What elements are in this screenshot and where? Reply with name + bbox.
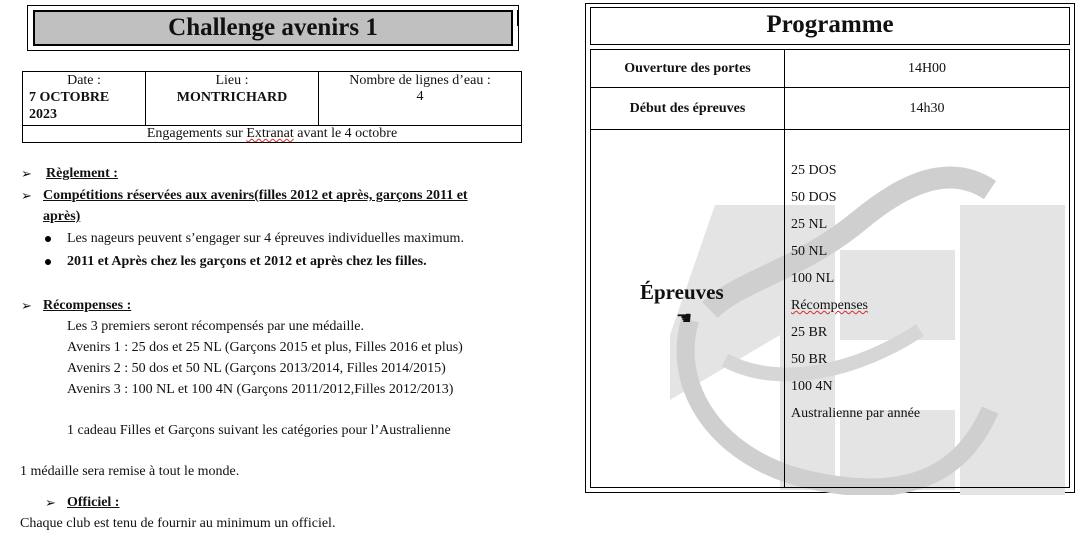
info-table xyxy=(22,71,522,143)
cadeau-text: 1 cadeau Filles et Garçons suivant les catégories pour l’Australienne xyxy=(67,423,451,438)
lignes-label: Nombre de lignes d’eau : xyxy=(349,73,491,88)
page-title: Challenge avenirs 1 xyxy=(33,10,513,46)
event-item: 25 DOS xyxy=(791,163,837,178)
event-item: 25 BR xyxy=(791,325,828,340)
event-item: Récompenses xyxy=(791,298,868,313)
arrow-bullet-icon: ➢ xyxy=(21,298,32,313)
engagements-text: Engagements sur xyxy=(146,126,243,141)
officiel-heading: Officiel : xyxy=(67,495,120,510)
officiel-text: Chaque club est tenu de fournir au minimum un officiel. xyxy=(20,516,336,531)
dot-bullet-icon xyxy=(45,259,51,265)
event-item: 100 NL xyxy=(791,271,835,286)
epreuves-list xyxy=(791,157,920,427)
event-item: 25 NL xyxy=(791,217,828,232)
event-item: 100 4N xyxy=(791,379,833,394)
medaille-text: 1 médaille sera remise à tout le monde. xyxy=(20,464,240,479)
ouverture-label: Ouverture des portes xyxy=(591,50,785,88)
reward-line: Les 3 premiers seront récompensés par une médaille. xyxy=(67,319,365,334)
competitions-text: Compétitions réservées aux avenirs(filles 2012 et après, garçons 2011 et xyxy=(43,188,468,203)
event-item: 50 DOS xyxy=(791,190,837,205)
reward-line: Avenirs 3 : 100 NL et 100 4N (Garçons 2011/2012,Filles 2012/2013) xyxy=(67,382,454,397)
title-box xyxy=(27,5,519,51)
recompenses-heading: Récompenses : xyxy=(43,298,132,313)
ouverture-value: 14H00 xyxy=(785,50,1070,88)
event-item: Australienne par année xyxy=(791,406,921,421)
bullet-item: Les nageurs peuvent s’engager sur 4 épreuves individuelles maximum. xyxy=(67,231,464,246)
date-value: 7 OCTOBRE 2023 xyxy=(29,90,110,122)
epreuves-label: Épreuves xyxy=(640,280,724,304)
debut-label: Début des épreuves xyxy=(591,88,785,130)
date-cell xyxy=(23,72,146,126)
arrow-bullet-icon: ➢ xyxy=(45,495,56,510)
dot-bullet-icon xyxy=(45,236,51,242)
debut-value: 14h30 xyxy=(785,88,1070,130)
reward-line: Avenirs 1 : 25 dos et 25 NL (Garçons 2015 et plus, Filles 2016 et plus) xyxy=(67,340,463,355)
competitions-text-2: après) xyxy=(43,209,81,224)
arrow-bullet-icon: ➢ xyxy=(21,188,32,203)
programme-title: Programme xyxy=(590,7,1070,45)
lieu-cell xyxy=(146,72,319,126)
lieu-label: Lieu : xyxy=(215,73,249,88)
lieu-value: MONTRICHARD xyxy=(176,90,288,105)
reglement-heading: Règlement : xyxy=(46,166,118,181)
text-cursor-mark xyxy=(517,10,519,26)
engagements-cell xyxy=(23,126,522,143)
event-item: 50 NL xyxy=(791,244,828,259)
lignes-value: 4 xyxy=(416,89,424,104)
event-item: 50 BR xyxy=(791,352,828,367)
reward-line: Avenirs 2 : 50 dos et 50 NL (Garçons 2013/2014, Filles 2014/2015) xyxy=(67,361,446,376)
bullet-item: 2011 et Après chez les garçons et 2012 et après chez les filles. xyxy=(67,254,427,269)
date-label: Date : xyxy=(67,73,101,88)
left-content xyxy=(0,163,540,534)
lignes-cell xyxy=(319,72,522,126)
arrow-bullet-icon: ➢ xyxy=(21,166,32,181)
pointing-hand-icon: ☚ xyxy=(676,308,693,328)
engagements-deadline: avant le 4 octobre xyxy=(297,126,398,141)
extranat-text: Extranat xyxy=(246,126,294,141)
